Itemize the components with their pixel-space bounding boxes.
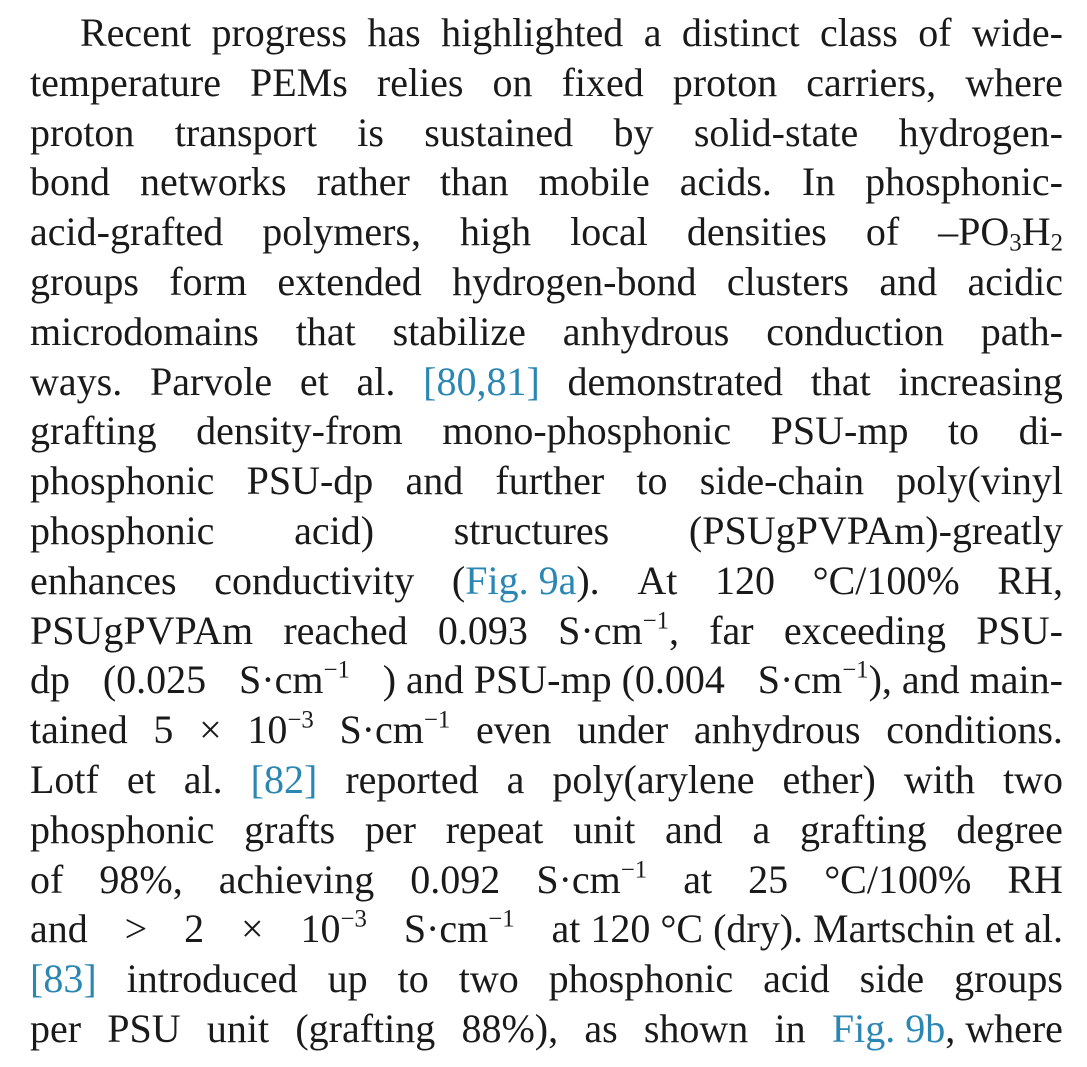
word: at (683, 856, 713, 902)
word: At (637, 557, 678, 603)
word: °C/100% (824, 856, 972, 902)
word: and (879, 258, 938, 304)
formula-h: H (1021, 209, 1051, 255)
word: and (30, 906, 88, 952)
word: is (357, 109, 384, 155)
word: tained (30, 707, 128, 753)
word: increasing (898, 358, 1063, 404)
word: path- (980, 308, 1063, 354)
word: groups (30, 258, 139, 304)
word: under (577, 707, 669, 753)
word: acid-grafted (30, 209, 224, 255)
word: than (439, 159, 509, 205)
word: achieving (218, 856, 375, 902)
unit-base: S·cm (757, 657, 843, 703)
word: to (947, 408, 980, 454)
word: density-from (196, 408, 403, 454)
word: (PSUgPVPAm)-greatly (688, 507, 1063, 553)
word: exceeding (783, 607, 946, 653)
word: fixed (561, 59, 644, 105)
word: that (810, 358, 871, 404)
word: per (364, 806, 416, 852)
word: In (801, 159, 836, 205)
text-line (30, 357, 1063, 407)
word: class (820, 10, 898, 55)
word: ether) (782, 756, 876, 802)
word: has (367, 10, 421, 55)
word: stabilize (392, 308, 526, 354)
body-paragraph (30, 8, 1063, 1054)
superscript: −1 (488, 905, 515, 933)
word: far (709, 607, 754, 653)
superscript: −1 (323, 656, 350, 684)
text-line (30, 58, 1063, 108)
unit-base: S·cm (239, 657, 324, 703)
word: a (506, 756, 525, 802)
word: groups (954, 956, 1063, 1002)
word: polymers, (262, 209, 422, 255)
word: > (124, 906, 148, 952)
word: that (295, 308, 356, 354)
word: per (30, 1005, 82, 1051)
word: mobile (538, 159, 650, 205)
word: et (126, 756, 156, 802)
comma: , (668, 607, 679, 653)
word: two (458, 956, 519, 1002)
word: repeat (445, 806, 544, 852)
superscript: −3 (287, 706, 314, 734)
word: further (495, 458, 605, 504)
text-line (30, 954, 1063, 1004)
word: anhydrous (562, 308, 730, 354)
unit-base: S·cm (536, 856, 621, 902)
subscript: 2 (1050, 229, 1063, 257)
citation-link-83[interactable]: [83] (30, 956, 97, 1002)
word: Lotf (30, 756, 99, 802)
word: hydrogen- (898, 109, 1063, 155)
word: PSU-mp (770, 408, 909, 454)
superscript: −1 (423, 706, 451, 734)
word: acid (763, 956, 830, 1002)
word: acidic (967, 258, 1063, 304)
word: poly(arylene (552, 756, 755, 802)
word: × (199, 707, 222, 753)
word: of (918, 10, 952, 55)
text-segment: ), and main- (868, 657, 1063, 703)
word: acid) (294, 507, 375, 553)
word: (0.025 (102, 657, 207, 703)
text-line (30, 606, 1063, 656)
text-line (30, 257, 1063, 307)
word: PSUgPVPAm (30, 607, 254, 653)
word: et (299, 358, 329, 404)
word: conduction (766, 308, 944, 354)
word: RH, (997, 557, 1063, 603)
figure-link-9b[interactable]: Fig. 9b (831, 1005, 946, 1051)
word: bond (30, 159, 110, 205)
word: up (327, 956, 368, 1002)
word: enhances (30, 557, 177, 603)
word: 2 (184, 906, 205, 952)
word: PEMs (250, 59, 348, 105)
word: as (584, 1005, 618, 1051)
text-line (30, 556, 1063, 606)
word: al. (183, 756, 223, 802)
superscript: −3 (340, 905, 367, 933)
word: to (397, 956, 429, 1002)
paren-open: ( (451, 557, 466, 603)
word: on (492, 59, 533, 105)
word: (grafting (295, 1005, 436, 1051)
word: two (1002, 756, 1063, 802)
word: RH (1007, 856, 1063, 902)
word: transport (174, 109, 317, 155)
word: grafting (30, 408, 157, 454)
word: acids. (679, 159, 772, 205)
word: networks (139, 159, 287, 205)
word: in (774, 1005, 806, 1051)
word: extended (277, 258, 422, 304)
word: 0.092 (410, 856, 501, 902)
subscript: 3 (1009, 229, 1022, 257)
word: PSU (107, 1005, 181, 1051)
word: grafting (799, 806, 927, 852)
word: a (643, 10, 662, 55)
word: and (405, 458, 464, 504)
word: degree (956, 806, 1063, 852)
word: ways. (30, 358, 123, 404)
word: highlighted (441, 10, 624, 55)
word: sustained (424, 109, 574, 155)
word: reached (283, 607, 408, 653)
word: 98%, (99, 856, 183, 902)
word: phosphonic (30, 806, 215, 852)
text-segment: , where (945, 1005, 1063, 1051)
word: relies (376, 59, 464, 105)
unit-with-tail (558, 606, 679, 656)
text-line (30, 456, 1063, 506)
word: Parvole (149, 358, 273, 404)
word: phosphonic- (865, 159, 1063, 205)
word: unit (573, 806, 636, 852)
word: phosphonic (548, 956, 734, 1002)
word: structures (453, 507, 610, 553)
word: distinct (681, 10, 800, 55)
word: 88%), (461, 1005, 559, 1051)
unit (239, 655, 350, 705)
text-line (30, 805, 1063, 855)
power-of-ten (247, 705, 313, 755)
text-line (30, 406, 1063, 456)
paren-close: ). (576, 557, 600, 603)
text-segment: ) and PSU-mp (0.004 (382, 657, 725, 703)
word: unit (206, 1005, 270, 1051)
word: shown (643, 1005, 749, 1051)
word: densities (686, 209, 827, 255)
word: reported (345, 756, 479, 802)
word: wide- (971, 10, 1063, 55)
word: local (570, 209, 648, 255)
figure-ref-group (452, 556, 600, 606)
word: di- (1018, 408, 1063, 454)
text-line (30, 705, 1063, 755)
word: 25 (748, 856, 789, 902)
text-line (30, 157, 1063, 207)
word: introduced (126, 956, 298, 1002)
word: microdomains (30, 308, 259, 354)
citation-link-80-81[interactable]: [80,81] (423, 358, 540, 404)
unit-base: S·cm (339, 707, 424, 753)
word: a (752, 806, 771, 852)
word: phosphonic (30, 507, 215, 553)
text-line (30, 655, 1063, 705)
text-line (30, 8, 1063, 58)
superscript: −1 (642, 607, 669, 635)
word: of (865, 209, 900, 255)
word: proton (30, 109, 135, 155)
word: PSU- (976, 607, 1063, 653)
text-line (30, 904, 1063, 954)
superscript: −1 (842, 656, 869, 684)
word: to (636, 458, 668, 504)
word: 0.093 (437, 607, 528, 653)
word: temperature (30, 59, 221, 105)
unit (536, 855, 647, 905)
word: even (475, 707, 552, 753)
ten: 10 (300, 906, 341, 952)
word: where (965, 59, 1063, 105)
word: carriers, (806, 59, 937, 105)
unit: S·cm (558, 607, 643, 653)
citation-link-82[interactable]: [82] (250, 756, 318, 802)
unit (339, 705, 450, 755)
word: high (460, 209, 532, 255)
ten: 10 (247, 707, 288, 753)
unit-base: S·cm (403, 906, 489, 952)
word: side (859, 956, 925, 1002)
text-line (30, 506, 1063, 556)
text-line (30, 855, 1063, 905)
word: mono-phosphonic (442, 408, 732, 454)
word: side-chain (699, 458, 865, 504)
word: dp (30, 657, 70, 703)
superscript: −1 (620, 856, 648, 884)
word: al. (356, 358, 396, 404)
figure-ref-group (832, 1004, 1063, 1054)
word: of (30, 856, 64, 902)
word: conductivity (214, 557, 415, 603)
figure-link-9a[interactable]: Fig. 9a (465, 557, 577, 603)
word: poly(vinyl (896, 458, 1063, 504)
power-of-ten (301, 904, 367, 954)
text-line (30, 307, 1063, 357)
word: Recent (80, 10, 192, 55)
unit-with-tail (758, 655, 1063, 705)
unit (404, 904, 515, 954)
word: and (665, 806, 723, 852)
word: 120 (714, 557, 775, 603)
text-line (30, 108, 1063, 158)
word: phosphonic (30, 458, 215, 504)
word: demonstrated (567, 358, 784, 404)
word: grafts (244, 806, 336, 852)
formula-prefix: –PO (938, 209, 1010, 255)
word: by (613, 109, 654, 155)
word: solid-state (693, 109, 859, 155)
word: conditions. (886, 707, 1063, 753)
word: with (903, 756, 975, 802)
word: × (241, 906, 264, 952)
text-line (30, 1004, 1063, 1054)
word: proton (672, 59, 778, 105)
text-line (30, 755, 1063, 805)
word: form (169, 258, 247, 304)
word: °C/100% (812, 557, 960, 603)
word: 5 (153, 707, 174, 753)
chemical-formula (938, 207, 1063, 257)
word: anhydrous (693, 707, 861, 753)
word: clusters (726, 258, 849, 304)
text-segment: at 120 °C (dry). Martschin et al. (551, 906, 1063, 952)
word: rather (316, 159, 410, 205)
word: progress (211, 10, 347, 55)
text-line (30, 207, 1063, 257)
word: PSU-dp (246, 458, 374, 504)
word: hydrogen-bond (452, 258, 697, 304)
